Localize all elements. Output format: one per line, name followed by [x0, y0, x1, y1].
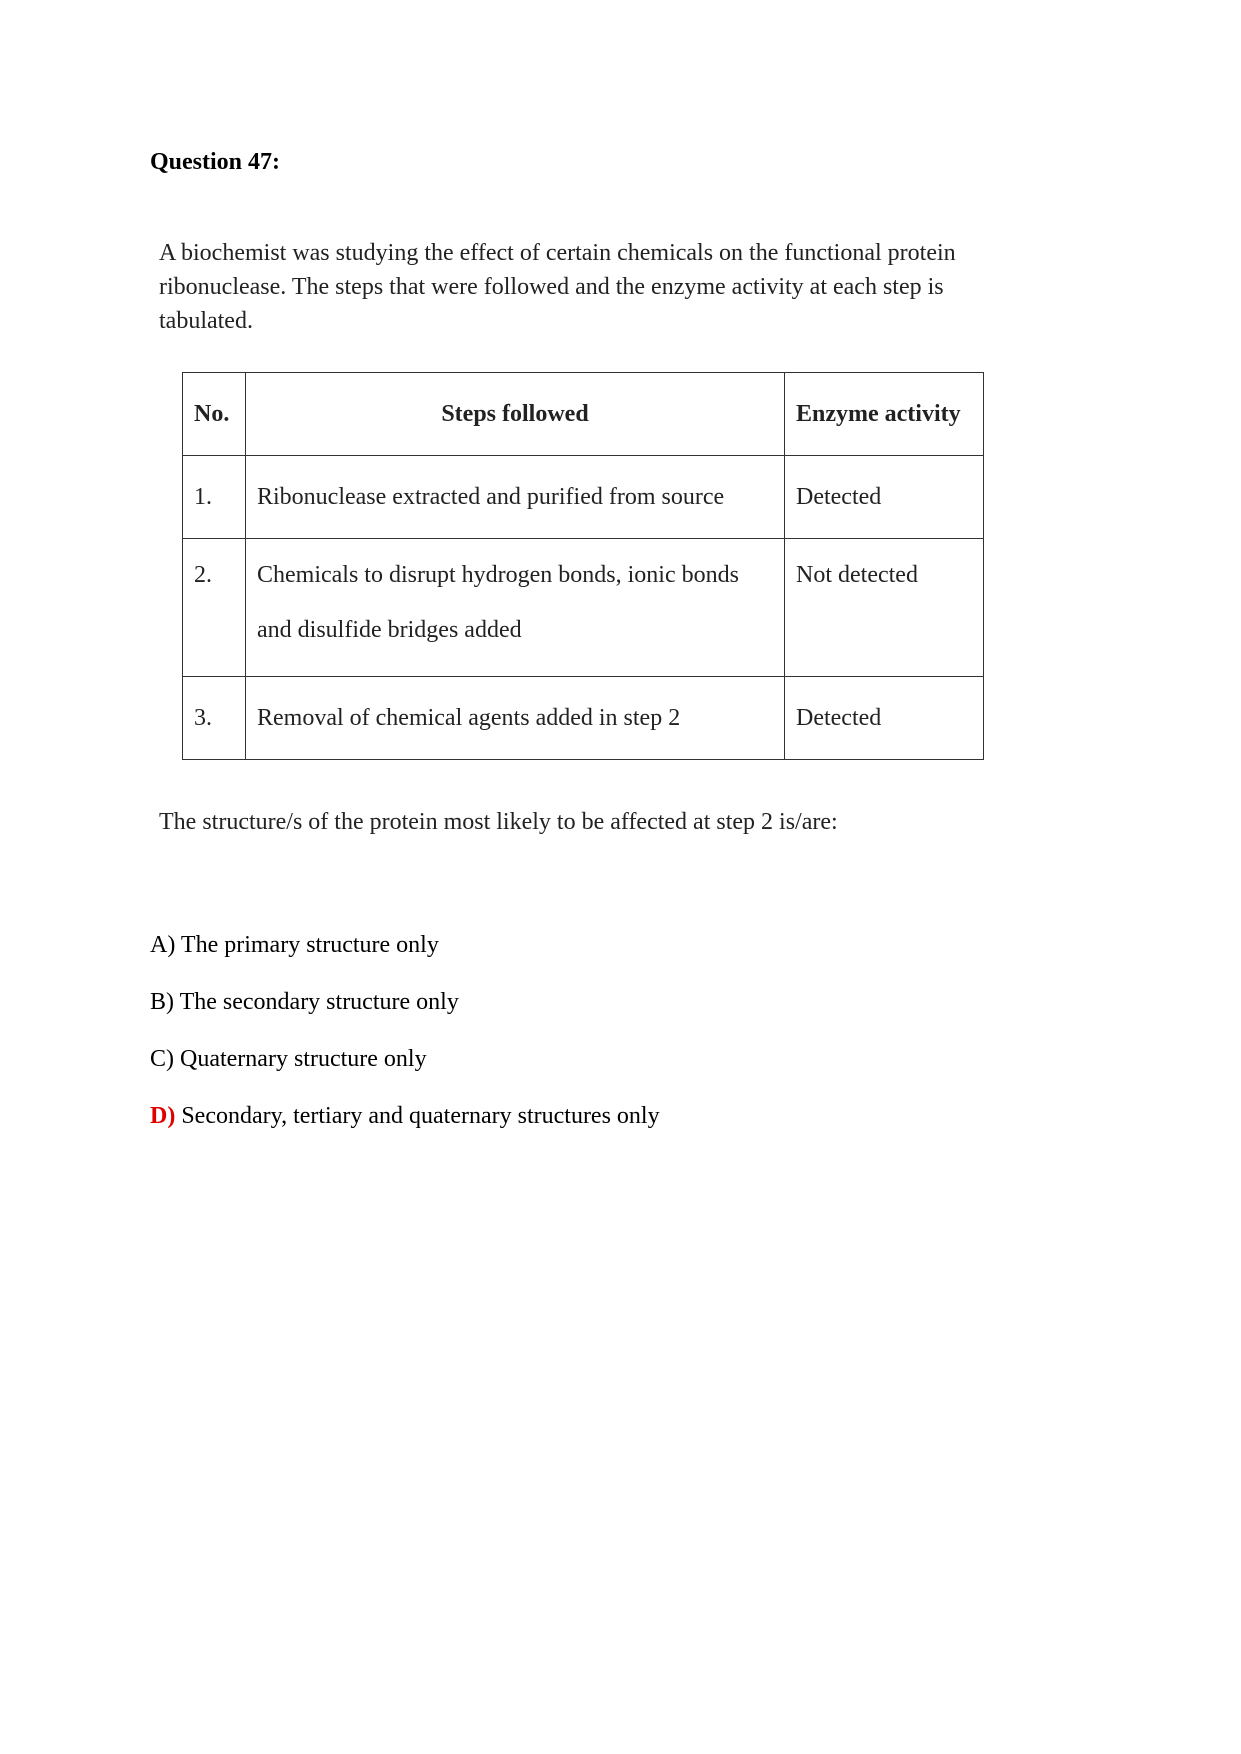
row-step: Ribonuclease extracted and purified from source [246, 456, 785, 539]
option-d[interactable] [150, 1101, 660, 1158]
question-prompt: The structure/s of the protein most likely to be affected at step 2 is/are: [159, 809, 838, 835]
table-row [183, 456, 984, 539]
option-letter: B) [150, 989, 174, 1015]
row-number: 1. [183, 456, 246, 539]
row-activity-text: Not detected [796, 562, 918, 588]
row-number [183, 539, 246, 677]
row-step [246, 539, 785, 677]
row-step: Removal of chemical agents added in step 2 [246, 677, 785, 760]
row-step-line-1: Chemicals to disrupt hydrogen bonds, ionic bonds [257, 562, 739, 588]
header-steps: Steps followed [246, 373, 785, 456]
table-row [183, 539, 984, 677]
option-b[interactable] [150, 987, 660, 1044]
row-number: 3. [183, 677, 246, 760]
row-number-text: 2. [194, 562, 212, 588]
row-activity: Detected [785, 677, 984, 760]
option-letter: C) [150, 1046, 174, 1072]
stem-line: A biochemist was studying the effect of certain chemicals on the functional protein [159, 240, 956, 266]
option-text: The primary structure only [180, 932, 439, 958]
question-title: Question 47: [150, 149, 281, 175]
row-step-line [257, 548, 773, 658]
stem-line: ribonuclease. The steps that were followed and the enzyme activity at each step is [159, 274, 944, 300]
header-activity: Enzyme activity [785, 373, 984, 456]
table-header-row [183, 373, 984, 456]
steps-table [182, 372, 984, 760]
option-text: Secondary, tertiary and quaternary structures only [181, 1103, 660, 1129]
stem-line: tabulated. [159, 308, 253, 334]
option-text: The secondary structure only [179, 989, 459, 1015]
header-no: No. [183, 373, 246, 456]
row-activity: Detected [785, 456, 984, 539]
answer-options [150, 930, 660, 1158]
option-letter-correct: D) [150, 1103, 176, 1129]
row-activity [785, 539, 984, 677]
option-a[interactable] [150, 930, 660, 987]
table-row [183, 677, 984, 760]
option-c[interactable] [150, 1044, 660, 1101]
option-letter: A) [150, 932, 176, 958]
option-text: Quaternary structure only [180, 1046, 427, 1072]
question-stem [159, 236, 1039, 338]
row-step-line-2: and disulfide bridges added [257, 617, 522, 643]
